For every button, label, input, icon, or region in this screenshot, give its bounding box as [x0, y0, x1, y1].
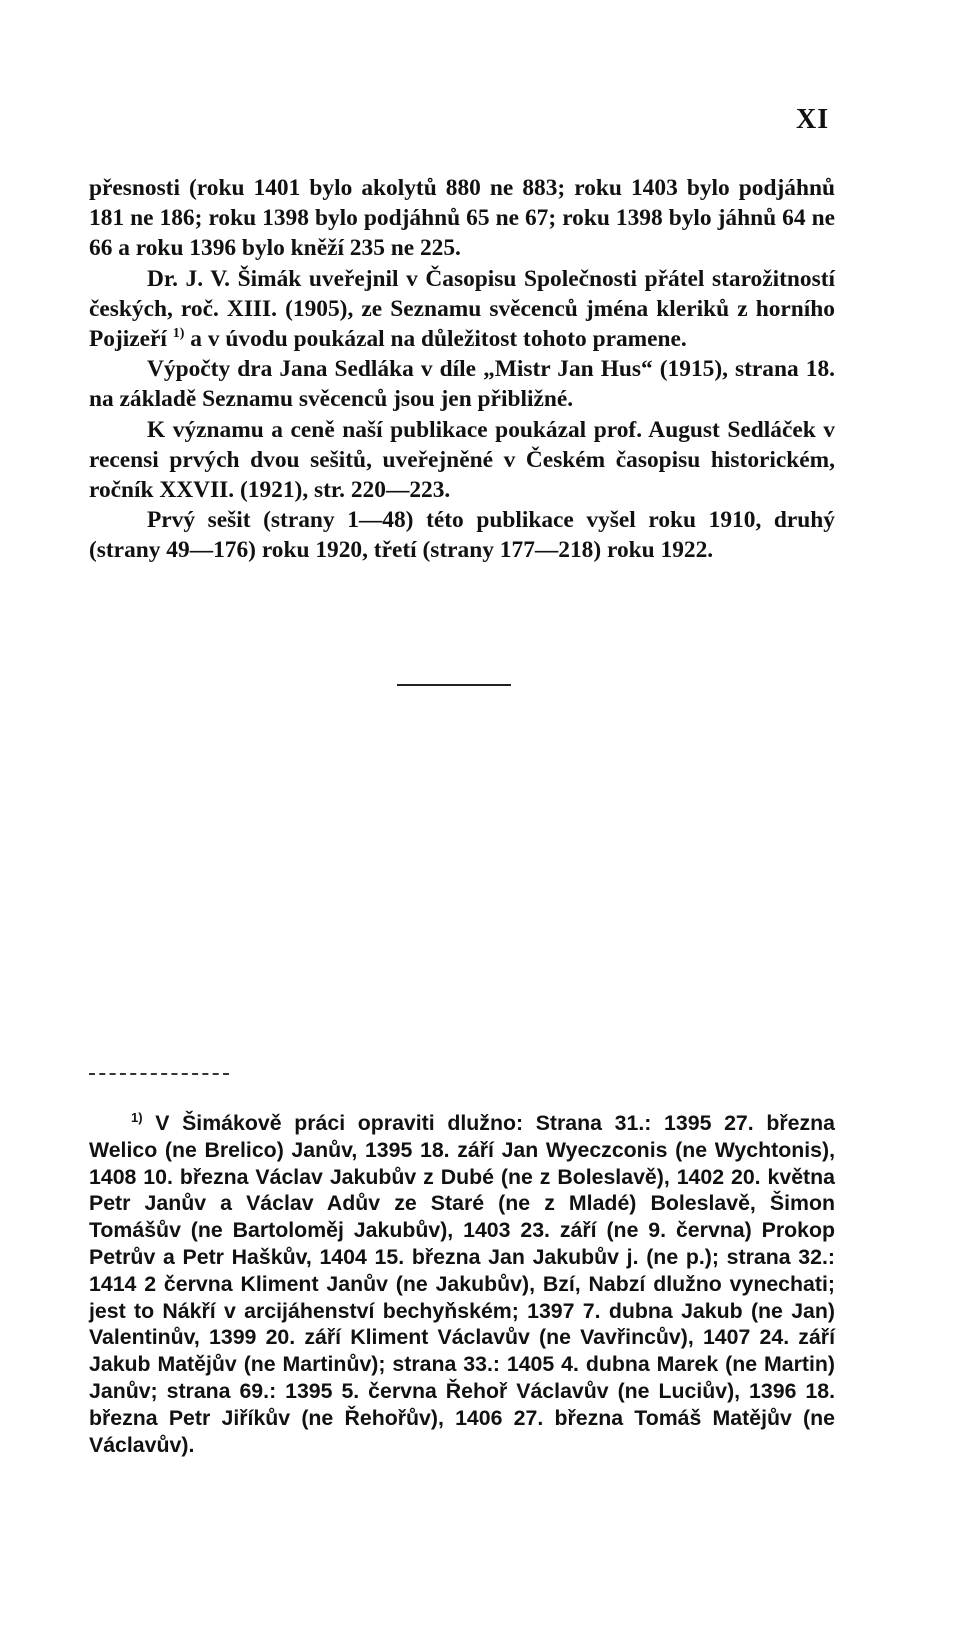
paragraph-2-text: Dr. J. V. Šimák uveřejnil v Časopisu Společnosti přátel starožitností českých, roč. XIII. (1905), ze Seznamu svěcenců jména kleriků z horního Pojizeří [89, 265, 835, 353]
paragraph-2 [89, 264, 835, 355]
section-divider [397, 684, 511, 686]
footnote-paragraph [89, 1110, 835, 1458]
paragraph-1: přesnosti (roku 1401 bylo akolytů 880 ne 883; roku 1403 bylo podjáhnů 181 ne 186; roku 1398 bylo podjáhnů 65 ne 67; roku 1398 bylo jáhnů 64 ne 66 a roku 1396 bylo kněží 235 ne 225. [89, 175, 835, 262]
footnote-mark: 1) [131, 1109, 143, 1125]
footnote-text: V Šimákově práci opraviti dlužno: Strana 31.: 1395 27. března Welico (ne Brelico) Janův, 1395 18. září Jan Wyeczconis (ne Wychtonis), 1408 10. března Václav Jakubův z Dubé (ne z Boleslavě), 1402 20. května Petr Janův a Václav Adův ze Staré (ne z Mladé) Boleslavě, Šimon Tomášův (ne Bartoloměj Jakubův), 1403 23. září (ne 9. června) Prokop Petrův a Petr Haškův, 1404 15. března Jan Jakubův j. (ne p.); strana 32.: 1414 2 června Kliment Janův (ne Jakubův), Bzí, Nabzí dlužno vynechati; jest to Nákří v arcijáhenství bechyňském; 1397 7. dubna Jakub (ne Jan) Valentinův, 1399 20. září Kliment Václavův (ne Vavřincův), 1407 24. září Jakub Matějův (ne Martinův); strana 33.: 1405 4. dubna Marek (ne Martin) Janův; strana 69.: 1395 5. června Řehoř Václavův (ne Luciův), 1396 18. března Petr Jiříkův (ne Řehořův), 1406 27. března Tomáš Matějův (ne Václavův). [89, 1111, 835, 1457]
paragraph-4: K významu a ceně naší publikace poukázal prof. August Sedláček v recensi prvých dvou sešitů, uveřejněné v Českém časopisu historickém, ročník XXVII. (1921), str. 220—223. [89, 416, 835, 504]
paragraph-5: Prvý sešit (strany 1—48) této publikace vyšel roku 1910, druhý (strany 49—176) roku 1920, třetí (strany 177—218) roku 1922. [89, 507, 835, 564]
main-text [89, 173, 835, 566]
paragraph-2-tail: a v úvodu poukázal na důležitost tohoto pramene. [184, 326, 687, 353]
footnote [89, 1110, 835, 1458]
footnote-reference[interactable]: 1) [172, 326, 185, 342]
paragraph-3: Výpočty dra Jana Sedláka v díle „Mistr Jan Hus“ (1915), strana 18. na základě Seznamu svěcenců jsou jen přibližné. [89, 356, 835, 413]
page-number: XI [796, 104, 830, 135]
footnote-divider [89, 1073, 229, 1075]
